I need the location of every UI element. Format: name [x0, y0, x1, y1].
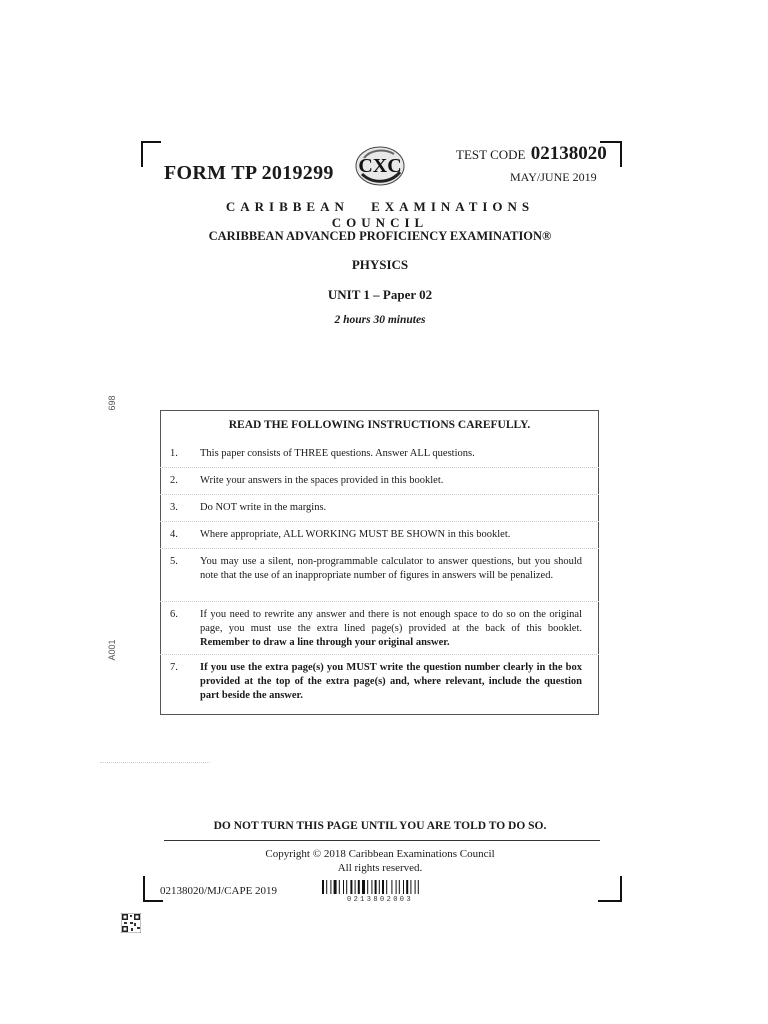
barcode-bar: [406, 880, 408, 894]
barcode-bar: [358, 880, 360, 894]
instruction-item-3: [170, 501, 585, 517]
instruction-item-4: [170, 528, 585, 544]
instruction-number: 7.: [170, 662, 178, 673]
barcode-bar: [362, 880, 365, 894]
form-number: FORM TP 2019299: [164, 162, 334, 184]
barcode-bar: [339, 880, 340, 894]
cxc-logo-icon: [354, 144, 406, 188]
divider: [160, 467, 599, 468]
instructions-heading: READ THE FOLLOWING INSTRUCTIONS CAREFULLY.: [228, 419, 531, 431]
corner-mark-bottom-right: [598, 876, 622, 902]
barcode-digits: 0213802003: [346, 896, 413, 904]
barcode-bar: [350, 880, 352, 894]
barcode-icon: [322, 880, 438, 894]
barcode-bar: [375, 880, 377, 894]
copyright-line-1: Copyright © 2018 Caribbean Examinations Council: [265, 848, 495, 860]
barcode-bar: [343, 880, 344, 894]
logo-text: CXC: [358, 155, 402, 177]
instruction-number: 2.: [170, 475, 178, 486]
exam-duration: 2 hours 30 minutes: [334, 314, 426, 326]
council-name: CARIBBEAN EXAMINATIONS COUNCIL: [225, 199, 535, 230]
barcode-bar: [330, 880, 331, 894]
divider: [160, 521, 599, 522]
barcode-bar: [386, 880, 387, 894]
divider: [160, 548, 599, 549]
instruction-item-2: [170, 474, 585, 490]
test-code-label: TEST CODE: [456, 147, 526, 162]
divider: [160, 654, 599, 655]
qr-code-icon: [121, 913, 141, 933]
barcode-bar: [410, 880, 411, 894]
barcode-bar: [396, 880, 397, 894]
barcode-bar: [346, 880, 347, 894]
barcode-bar: [367, 880, 368, 894]
barcode-bar: [415, 880, 416, 894]
instruction-number: 4.: [170, 529, 178, 540]
instruction-text: This paper consists of THREE questions. Answer ALL questions.: [200, 448, 475, 459]
paper-code: 02138020/MJ/CAPE 2019: [160, 885, 278, 897]
instruction-text: Do NOT write in the margins.: [200, 502, 327, 513]
subject-title: PHYSICS: [351, 257, 409, 272]
barcode-bar: [391, 880, 392, 894]
copyright-line-2: All rights reserved.: [337, 862, 423, 874]
do-not-turn-warning: DO NOT TURN THIS PAGE UNTIL YOU ARE TOLD TO DO SO.: [213, 820, 547, 832]
instruction-text: Where appropriate, ALL WORKING MUST BE SHOWN in this booklet.: [200, 529, 511, 540]
instruction-text-wrapper: [200, 608, 582, 650]
barcode-bar: [418, 880, 419, 894]
scan-artifact: [100, 762, 210, 763]
instruction-emphasis: Remember to draw a line through your original answer.: [200, 637, 450, 648]
instruction-text: You may use a silent, non-programmable calculator to answer questions, but you should note that the use of an inappropriate number of figures in answers will be penalized.: [200, 556, 582, 581]
instruction-text: If you use the extra page(s) you MUST write the question number clearly in the box provided at the top of the extra page(s) and, where relevant, include the question part beside the answer.: [200, 662, 582, 701]
divider: [160, 601, 599, 602]
barcode-bar: [326, 880, 327, 894]
instruction-number: 3.: [170, 502, 178, 513]
barcode-bar: [382, 880, 384, 894]
barcode-bar: [355, 880, 356, 894]
barcode-bar: [371, 880, 372, 894]
test-code-number: 02138020: [530, 143, 607, 164]
exam-session: MAY/JUNE 2019: [510, 170, 597, 184]
unit-title: UNIT 1 – Paper 02: [327, 287, 433, 302]
instruction-number: 6.: [170, 609, 178, 620]
instruction-text: Write your answers in the spaces provided in this booklet.: [200, 475, 444, 486]
exam-name: CARIBBEAN ADVANCED PROFICIENCY EXAMINATION®: [208, 229, 552, 243]
corner-mark-top-left: [141, 141, 161, 167]
instruction-item-5: [170, 555, 585, 599]
barcode-bar: [403, 880, 404, 894]
instruction-item-1: [170, 447, 585, 463]
barcode-bar: [334, 880, 337, 894]
test-code: [456, 143, 607, 165]
barcode-bar: [379, 880, 380, 894]
instruction-text: If you need to rewrite any answer and there is not enough space to do so on the original page, you must use the extra lined page(s) provided at the back of this booklet.: [200, 609, 582, 634]
barcode-bar: [322, 880, 324, 894]
instruction-item-6: [170, 608, 585, 652]
side-code-bottom: A001: [107, 639, 117, 661]
side-code-top: 698: [107, 395, 117, 411]
divider: [160, 494, 599, 495]
instruction-number: 5.: [170, 556, 178, 567]
barcode-bar: [399, 880, 400, 894]
copyright-notice: [200, 847, 560, 875]
footer-rule: [164, 840, 600, 841]
instruction-item-7: [170, 661, 585, 705]
instruction-number: 1.: [170, 448, 178, 459]
